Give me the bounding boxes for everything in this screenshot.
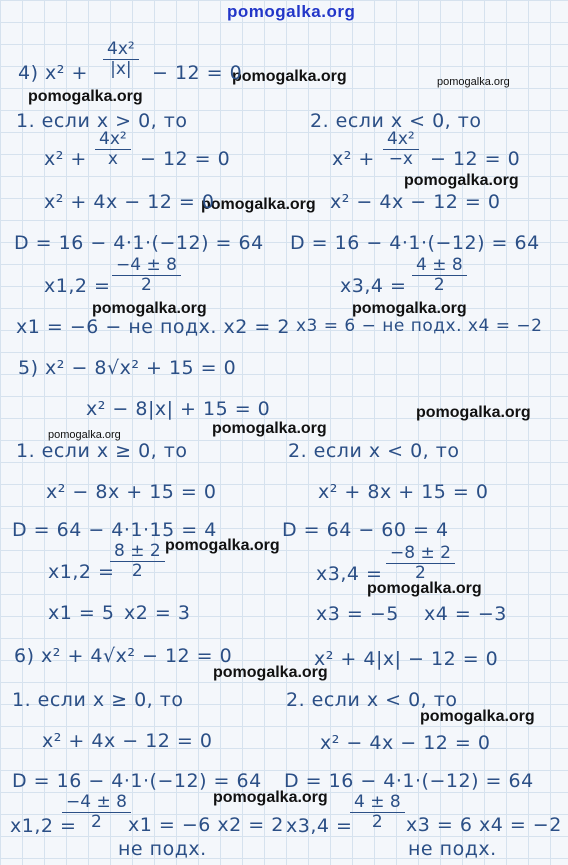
p4-right-result: x3 = 6 − не подх. x4 = −2 bbox=[296, 316, 543, 336]
watermark: pomogalka.org bbox=[213, 789, 328, 806]
fraction-numerator: 8 ± 2 bbox=[110, 542, 165, 562]
fraction-denominator: |x| bbox=[110, 59, 132, 79]
p6-right-line1: x² − 4x − 12 = 0 bbox=[320, 732, 491, 754]
p5-right-discriminant: D = 64 − 60 = 4 bbox=[282, 519, 449, 541]
fraction-denominator: 2 bbox=[371, 812, 383, 832]
p5-left-roots-fraction bbox=[110, 542, 165, 581]
watermark: pomogalka.org bbox=[367, 580, 482, 597]
watermark: pomogalka.org bbox=[213, 664, 328, 681]
watermark: pomogalka.org bbox=[92, 300, 207, 317]
p6-right-result: x3 = 6 x4 = −2 bbox=[406, 814, 562, 836]
p4-left-case: 1. если x > 0, то bbox=[16, 110, 188, 132]
watermark-top: pomogalka.org bbox=[227, 2, 356, 21]
fraction-denominator: x bbox=[107, 149, 118, 169]
fraction-denominator: 2 bbox=[433, 275, 445, 295]
p6-right-roots-lhs: x3,4 = bbox=[286, 815, 353, 837]
p5-left-case: 1. если x ≥ 0, то bbox=[16, 440, 188, 462]
p4-left-result: x1 = −6 − не подх. x2 = 2 bbox=[16, 316, 290, 338]
fraction-numerator: 4 ± 8 bbox=[350, 793, 405, 813]
watermark: pomogalka.org bbox=[352, 300, 467, 317]
p4-left-line1-fraction bbox=[95, 130, 131, 169]
p5-equation: 5) x² − 8√x² + 15 = 0 bbox=[18, 357, 237, 379]
watermark: pomogalka.org bbox=[201, 196, 316, 213]
p4-left-roots-lhs: x1,2 = bbox=[44, 275, 111, 297]
p5-right-result-x3: x3 = −5 bbox=[316, 603, 399, 625]
p4-equation-tail: − 12 = 0 bbox=[152, 62, 243, 84]
p6-equation-alt: x² + 4|x| − 12 = 0 bbox=[314, 648, 499, 670]
p5-right-line1: x² + 8x + 15 = 0 bbox=[318, 481, 489, 503]
watermark: pomogalka.org bbox=[416, 404, 531, 421]
p6-left-roots-lhs: x1,2 = bbox=[10, 815, 77, 837]
p4-left-line1: x² + bbox=[44, 148, 87, 170]
watermark: pomogalka.org bbox=[404, 172, 519, 189]
fraction-numerator: −4 ± 8 bbox=[112, 256, 181, 276]
p5-left-result-x1: x1 = 5 bbox=[48, 602, 115, 624]
p4-right-roots-fraction bbox=[412, 256, 467, 295]
p5-right-case: 2. если x < 0, то bbox=[288, 440, 460, 462]
fraction-numerator: 4x² bbox=[103, 40, 139, 60]
p4-equation-fraction bbox=[103, 40, 139, 79]
p6-right-roots-fraction bbox=[350, 793, 405, 832]
p4-left-discriminant: D = 16 − 4·1·(−12) = 64 bbox=[14, 232, 264, 254]
p4-right-line1-fraction bbox=[383, 130, 419, 169]
p6-right-note: не подх. bbox=[408, 838, 497, 860]
fraction-denominator: 2 bbox=[91, 812, 102, 832]
p5-right-roots-fraction bbox=[386, 544, 455, 583]
p5-left-result-x2: x2 = 3 bbox=[124, 602, 191, 624]
p5-right-roots-lhs: x3,4 = bbox=[316, 563, 383, 585]
fraction-denominator: 2 bbox=[415, 563, 426, 583]
fraction-numerator: 4x² bbox=[383, 130, 419, 150]
watermark: pomogalka.org bbox=[212, 420, 327, 437]
watermark: pomogalka.org bbox=[437, 76, 510, 88]
fraction-numerator: −8 ± 2 bbox=[386, 544, 455, 564]
p4-left-roots-fraction bbox=[112, 256, 181, 295]
fraction-denominator: 2 bbox=[141, 275, 152, 295]
p6-left-case: 1. если x ≥ 0, то bbox=[12, 689, 184, 711]
watermark: pomogalka.org bbox=[28, 88, 143, 105]
p4-right-line1: x² + bbox=[332, 148, 375, 170]
p4-right-line1-tail: − 12 = 0 bbox=[430, 148, 521, 170]
p6-left-roots-fraction bbox=[62, 793, 131, 832]
p5-equation-alt: x² − 8|x| + 15 = 0 bbox=[86, 398, 271, 420]
p6-left-note: не подх. bbox=[118, 838, 207, 860]
p5-right-result-x4: x4 = −3 bbox=[424, 603, 507, 625]
p4-equation: 4) x² + bbox=[18, 62, 88, 84]
watermark: pomogalka.org bbox=[232, 68, 347, 85]
watermark: pomogalka.org bbox=[48, 429, 121, 441]
p4-right-roots-lhs: x3,4 = bbox=[340, 275, 407, 297]
p6-right-discriminant: D = 16 − 4·1·(−12) = 64 bbox=[284, 770, 534, 792]
p4-left-line2: x² + 4x − 12 = 0 bbox=[44, 191, 215, 213]
p4-right-line2: x² − 4x − 12 = 0 bbox=[330, 191, 501, 213]
p6-left-result: x1 = −6 x2 = 2 bbox=[128, 814, 284, 836]
p4-right-case: 2. если x < 0, то bbox=[310, 110, 482, 132]
p4-right-discriminant: D = 16 − 4·1·(−12) = 64 bbox=[290, 232, 540, 254]
fraction-numerator: 4 ± 8 bbox=[412, 256, 467, 276]
watermark: pomogalka.org bbox=[420, 708, 535, 725]
p6-left-discriminant: D = 16 − 4·1·(−12) = 64 bbox=[12, 770, 262, 792]
p6-equation: 6) x² + 4√x² − 12 = 0 bbox=[14, 645, 233, 667]
p4-left-line1-tail: − 12 = 0 bbox=[140, 148, 231, 170]
watermark: pomogalka.org bbox=[165, 537, 280, 554]
fraction-numerator: 4x² bbox=[95, 130, 131, 150]
p6-left-line1: x² + 4x − 12 = 0 bbox=[42, 730, 213, 752]
p5-left-roots-lhs: x1,2 = bbox=[48, 561, 115, 583]
fraction-denominator: 2 bbox=[131, 561, 143, 581]
fraction-denominator: −x bbox=[388, 149, 413, 169]
p5-left-line1: x² − 8x + 15 = 0 bbox=[46, 481, 217, 503]
fraction-numerator: −4 ± 8 bbox=[62, 793, 131, 813]
p6-right-case: 2. если x < 0, то bbox=[286, 689, 458, 711]
p5-left-discriminant: D = 64 − 4·1·15 = 4 bbox=[12, 519, 217, 541]
